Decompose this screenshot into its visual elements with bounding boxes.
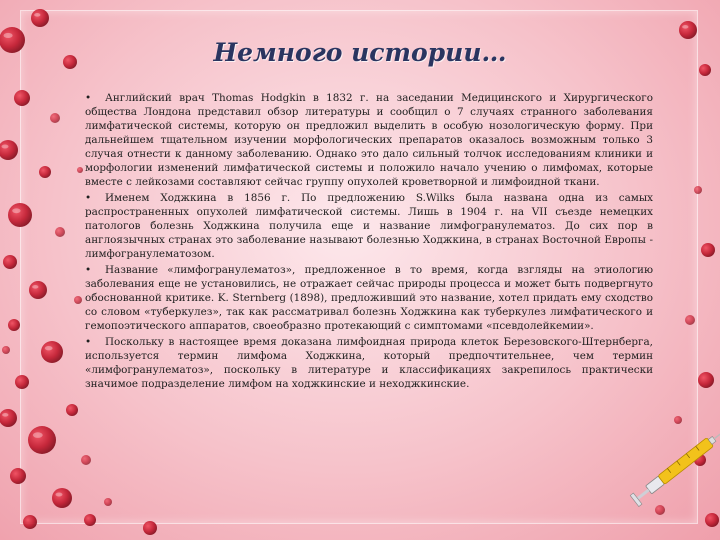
paragraph-3 <box>85 263 653 333</box>
blood-cell-icon <box>698 372 714 388</box>
paragraph-text: Название «лимфогранулематоз», предложенное в то время, когда взгляды на этиологию заболевания еще не установились, не отражает сейчас природы процесса и может быть подвергнуто обоснованной критике. K. Sternberg (1898), предложивший это название, хотел придать ему сходство со словом «туберкулез», так как рассматривал болезнь Ходжкина как туберкулез лимфатического и гемопоэтического аппаратов, своеобразно протекающий с симптомами «псевдолейкемии». <box>85 264 653 332</box>
blood-cell-highlight <box>2 413 8 417</box>
blood-cell-icon <box>2 346 10 354</box>
blood-cell-icon <box>701 243 715 257</box>
paragraph-4 <box>85 335 653 391</box>
slide-body <box>85 91 653 393</box>
paragraph-text: Английский врач Thomas Hodgkin в 1832 г. на заседании Медицинского и Хирургического общества Лондона представил обзор литературы и сообщил о 7 случаях странного заболевания лимфатической системы, которую он предложил выделить в особую нозологическую форму. При дальнейшем тщательном изучении морфологических препаратов оказалось возможным только 3 случая отнести к данному заболеванию. Однако это дало сильный толчок исследованиям клиники и морфологии изменений лимфатической системы и положило начало учению о лимфомах, которые вместе с лейкозами составляют сейчас группу опухолей кроветворной и лимфоидной ткани. <box>85 92 653 188</box>
bullet-marker: • <box>85 264 92 276</box>
bullet-marker: • <box>85 192 92 204</box>
bullet-marker: • <box>85 336 92 348</box>
blood-cell-icon <box>0 140 18 160</box>
blood-cell-icon <box>3 255 17 269</box>
blood-cell-icon <box>0 409 17 427</box>
paragraph-2 <box>85 191 653 261</box>
paragraph-text: Поскольку в настоящее время доказана лимфоидная природа клеток Березовского-Штернберга, используется термин лимфома Ходжкина, который предпочтительнее, чем термин «лимфогранулематоз», поскольку в литературе и классификациях закрепилось практически значимое подразделение лимфом на ходжкинские и неходжкинские. <box>85 336 653 390</box>
blood-cell-icon <box>705 513 719 527</box>
slide-title: Немного истории… <box>213 38 507 67</box>
paragraph-1 <box>85 91 653 189</box>
bullet-marker: • <box>85 92 92 104</box>
blood-cell-highlight <box>2 145 9 149</box>
blood-cell-icon <box>8 319 20 331</box>
paragraph-text: Именем Ходжкина в 1856 г. По предложению S.Wilks была названа одна из самых распространенных опухолей лимфатической системы. Лишь в 1904 г. на VII съезде немецких патологов болезнь Ходжкина получила еще и название лимфогранулематоз. До сих пор в англоязычных странах это заболевание называют болезнью Ходжкина, в странах Восточной Европы - лимфогранулематозом. <box>85 192 653 260</box>
